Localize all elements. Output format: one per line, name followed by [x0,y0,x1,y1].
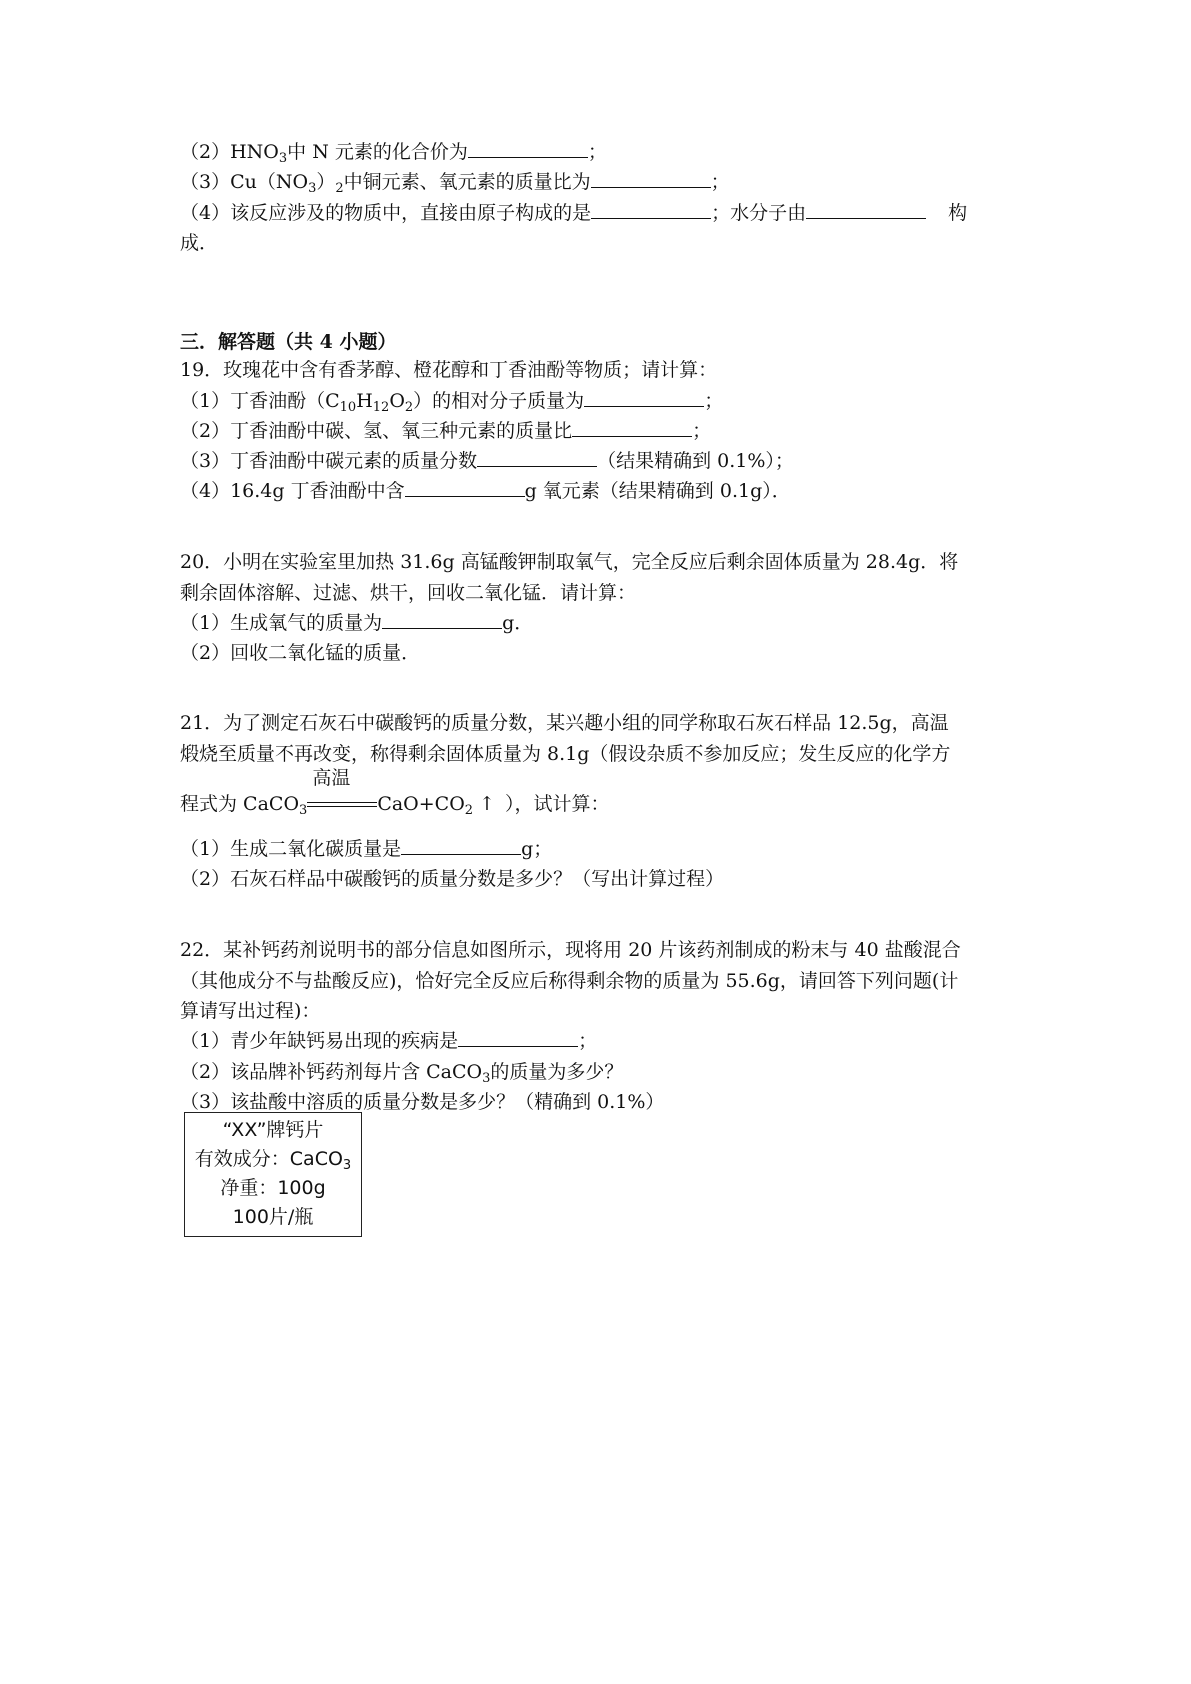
answer-blank[interactable] [584,386,704,407]
question-19-stem: 19．玫瑰花中含有香茅醇、橙花醇和丁香油酚等物质；请计算： [180,359,718,381]
label-count: 100片/瓶 [232,1206,314,1228]
question-22-part-3: （3）该盐酸中溶质的质量分数是多少？（精确到 0.1%） [180,1091,665,1113]
question-18-part-3: $(3)Cu(NO_3)_2$中铜元素、氧元素的质量比为 ； [180,167,730,197]
question-21-stem-line-3: 程式为 CaCO$_3$ 高温 $CaO+CO_2$ ↑ ），试计算： [180,767,610,818]
label-ingredient: 有效成分：CaCO$_3$ [194,1148,352,1173]
question-20-stem-line-2: 剩余固体溶解、过滤、烘干，回收二氧化锰．请计算： [180,582,637,604]
question-22-stem-line-3: 算请写出过程)： [180,1000,321,1022]
question-22-stem-line-2: （其他成分不与盐酸反应)，恰好完全反应后称得剩余物的质量为 55.6g，请回答下列问题(计 [180,970,959,992]
question-19-part-3: （3）丁香油酚中碳元素的质量分数 （结果精确到 0.1%）； [180,446,794,476]
answer-blank[interactable] [806,198,926,219]
reaction-condition-equals: 高温 [307,789,377,819]
question-22-part-2: （2）该品牌补钙药剂每片含 CaCO$_3$的质量为多少？ [180,1061,624,1086]
question-19-part-4: （4）16.4g 丁香油酚中含 g 氧元素（结果精确到 0.1g）． [180,476,791,506]
answer-blank[interactable] [401,834,521,855]
answer-blank[interactable] [572,416,692,437]
answer-blank[interactable] [468,137,588,158]
label-brand: “XX”牌钙片 [222,1119,324,1141]
question-19-part-1: （1）丁香油酚$(C_{10}H_{12}O_2)$的相对分子质量为 ； [180,386,723,416]
gas-arrow-icon: ↑ [479,793,495,815]
question-21-stem-line-2: 煅烧至质量不再改变，称得剩余固体质量为 8.1g（假设杂质不参加反应；发生反应的化学方 [180,743,951,765]
question-21-part-1: （1）生成二氧化碳质量是 g； [180,834,552,864]
question-19-part-2: （2）丁香油酚中碳、氢、氧三种元素的质量比 ； [180,416,711,446]
question-18-part-2: $(2)HNO_3$中 N 元素的化合价为 ； [180,137,607,167]
answer-blank[interactable] [591,198,711,219]
section-heading: 三．解答题（共 4 小题） [180,331,397,353]
answer-blank[interactable] [405,476,525,497]
answer-blank[interactable] [382,608,502,629]
label-net-weight: 净重：100g [220,1177,326,1199]
question-22-stem-line-1: 22．某补钙药剂说明书的部分信息如图所示，现将用 20 片该药剂制成的粉末与 40 盐酸混合 [180,939,961,961]
question-20-stem-line-1: 20．小明在实验室里加热 31.6g 高锰酸钾制取氧气，完全反应后剩余固体质量为 28.4g．将 [180,551,959,573]
question-18-part-4: （4）该反应涉及的物质中，直接由原子构成的是 ；水分子由 构 [180,198,967,228]
answer-blank[interactable] [458,1026,578,1047]
question-20-part-1: （1）生成氧气的质量为 g． [180,608,533,638]
question-18-part-4-continued: 成． [180,232,219,254]
question-20-part-2: （2）回收二氧化锰的质量． [180,642,421,664]
answer-blank[interactable] [477,446,597,467]
calcium-tablet-label [184,1112,362,1237]
question-21-part-2: （2）石灰石样品中碳酸钙的质量分数是多少？（写出计算过程） [180,868,725,890]
question-21-stem-line-1: 21．为了测定石灰石中碳酸钙的质量分数，某兴趣小组的同学称取石灰石样品 12.5g，高温 [180,712,949,734]
question-22-part-1: （1）青少年缺钙易出现的疾病是 ； [180,1026,597,1056]
answer-blank[interactable] [591,167,711,188]
